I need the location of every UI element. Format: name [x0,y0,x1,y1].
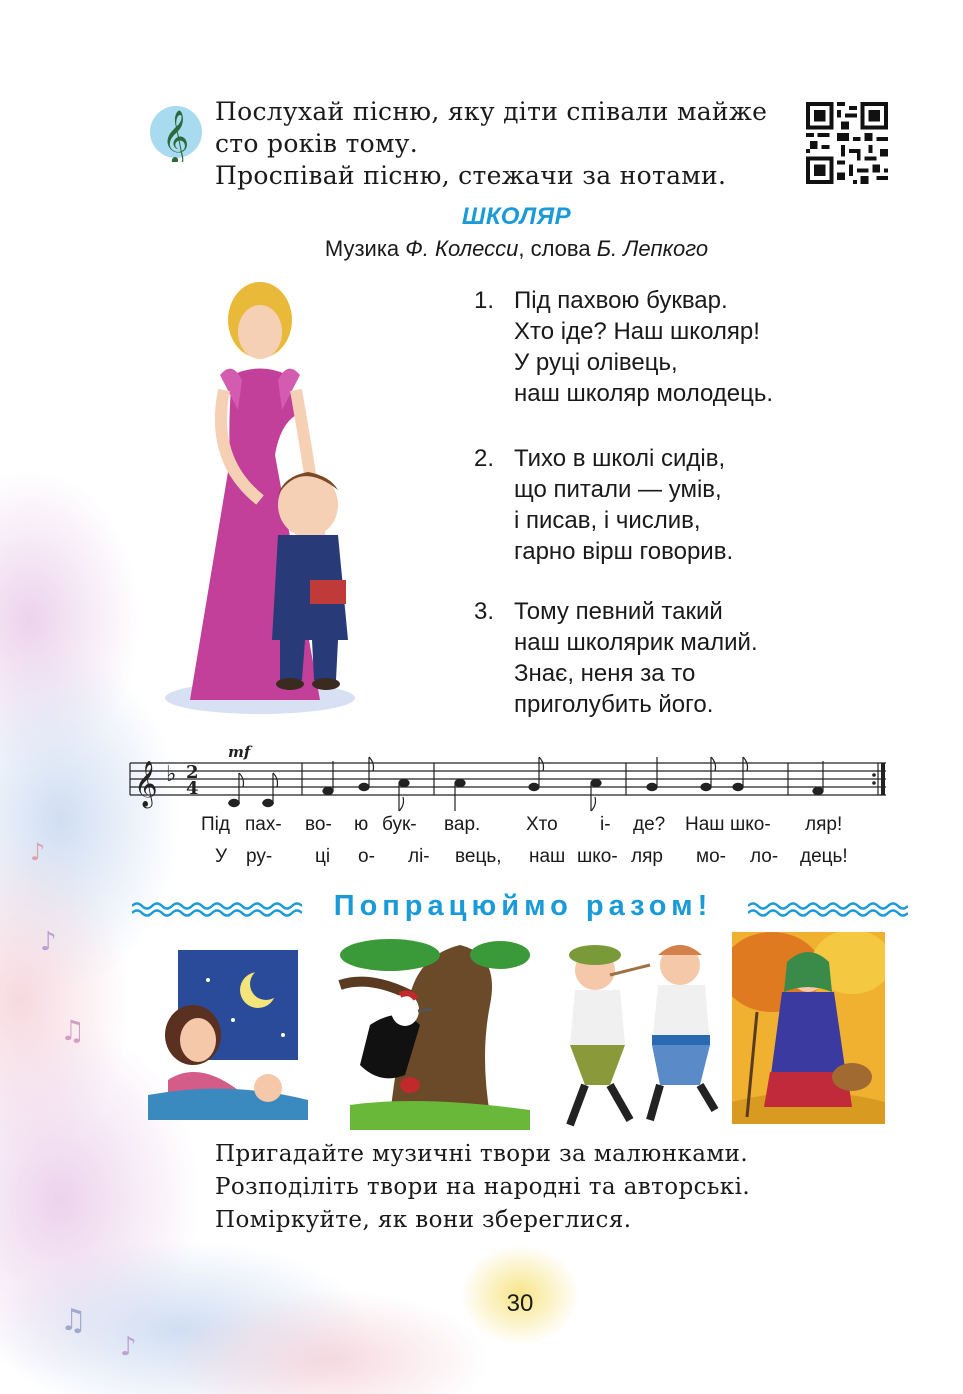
section-title: Попрацюймо разом! [333,890,713,922]
music-staff [120,745,890,815]
lyric-syllable: мо- [696,846,726,867]
lyric-syllable: вар. [444,814,481,835]
verse-line: що питали — умів, [514,476,722,503]
lyric-syllable: о- [358,846,375,867]
lyric-syllable: ці [315,846,331,867]
mother-and-schoolboy-illustration [160,280,360,720]
svg-text:𝄞: 𝄞 [162,109,190,162]
verse-line: наш школярик малий. [514,629,758,656]
verse-line: Хто іде? Наш школяр! [514,318,760,345]
verse-3 [474,596,854,720]
intro-line: Проспівай пісню, стежачи за нотами. [215,161,727,190]
time-signature-top: 2 [186,762,199,783]
verse-line: Під пахвою буквар. [514,287,728,314]
treble-clef-icon [148,98,204,162]
intro-line: сто років тому. [215,129,419,158]
lyric-syllable: наш [529,846,566,867]
lyric-syllable: бук- [382,814,417,835]
credit-music-author: Ф. Колесси [405,236,519,261]
flat-symbol: ♭ [166,762,177,787]
credit-music-prefix: Музика [324,236,406,261]
song-title: ШКОЛЯР [461,203,572,230]
verse-line: наш школяр молодець. [514,380,774,407]
verse-line: гарно вірш говорив. [514,538,734,565]
verse-line: і писав, і числив, [514,507,701,534]
verse-number: 2. [474,445,495,472]
verse-number: 3. [474,598,495,625]
task-line: Поміркуйте, як вони збереглися. [215,1207,632,1233]
verse-1 [474,285,854,409]
verse-line: Тому певний такий [514,598,723,625]
lyric-syllable: дець! [800,846,848,867]
intro-text [215,96,795,192]
lyrics-line-2 [0,846,963,872]
lyric-syllable: вець, [455,846,502,867]
svg-text:♪: ♪ [40,927,57,957]
song-credit [0,236,963,262]
lyric-syllable: ло- [750,846,779,867]
page-number: 30 [506,1290,534,1317]
qr-code[interactable] [806,102,888,184]
lyrics-line-1 [0,814,963,840]
lyric-syllable: Під [201,814,230,835]
dynamic-marking: mf [228,745,251,761]
verse-line: У руці олівець, [514,349,678,376]
credit-words-author: Б. Лепкого [596,236,709,261]
task-line: Розподіліть твори на народні та авторські. [215,1174,751,1200]
verse-line: Знає, неня за то [514,660,696,687]
svg-text:♫: ♫ [60,1014,86,1047]
lyric-syllable: Хто [526,814,558,835]
verse-line: Тихо в школі сидів, [514,445,726,472]
lyric-syllable: Наш [685,814,725,835]
verse-line: приголубить його. [514,691,714,718]
grandmother-autumn-illustration [732,932,885,1124]
task-line: Пригадайте музичні твори за малюнками. [215,1141,749,1167]
lyric-syllable: шко- [577,846,618,867]
lyric-syllable: ляр [631,846,663,867]
dancing-pipers-illustration [540,935,720,1135]
svg-text:♫: ♫ [60,1303,87,1338]
wave-divider-left [132,900,302,920]
lyric-syllable: У [215,846,228,867]
svg-text:♪: ♪ [30,838,46,866]
verse-number: 1. [474,287,495,314]
lyric-syllable: ляр! [805,814,843,835]
lyric-syllable: ю [354,814,369,835]
lyric-syllable: ру- [246,846,273,867]
credit-words-prefix: , слова [518,236,597,261]
time-signature-bottom: 4 [186,778,199,799]
treble-clef-symbol: 𝄞 [134,761,158,807]
woodpecker-illustration [330,935,530,1130]
lyric-syllable: лі- [408,846,430,867]
task-text [215,1138,855,1237]
lyric-syllable: пах- [245,814,282,835]
lyric-syllable: і- [600,814,611,835]
svg-text:♪: ♪ [120,1332,137,1362]
lyric-syllable: во- [305,814,332,835]
verse-2 [474,443,854,567]
lyric-syllable: шко- [730,814,771,835]
wave-divider-right [748,900,908,920]
lullaby-illustration [138,940,310,1120]
intro-line: Послухай пісню, яку діти співали майже [215,97,768,126]
lyric-syllable: де? [633,814,666,835]
